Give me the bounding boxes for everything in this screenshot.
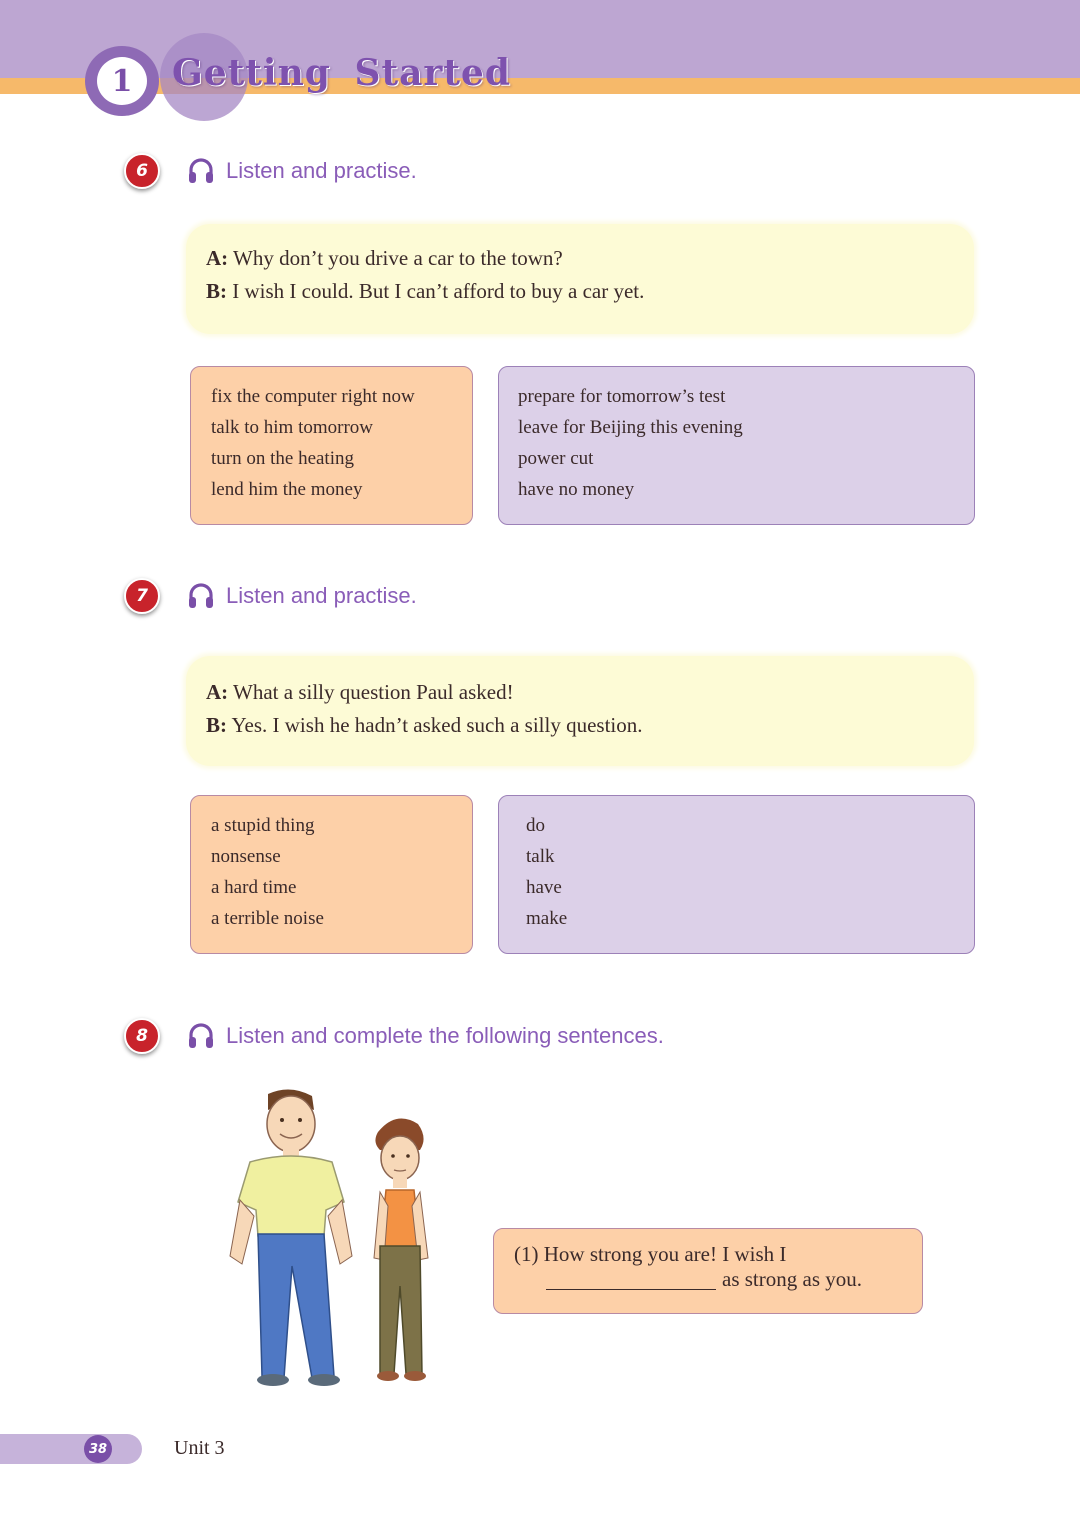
unit-badge [85, 46, 159, 116]
speaker-label: B: [206, 279, 227, 303]
boy-figure [374, 1119, 428, 1381]
substitution-box-right [498, 795, 975, 954]
dialog-text: I wish I could. But I can’t afford to buy a car yet. [227, 279, 645, 303]
dialog-box [186, 224, 974, 334]
list-item: have [526, 877, 562, 898]
dialog-line [206, 279, 644, 304]
section-7-heading [124, 579, 417, 613]
substitution-box-left [190, 366, 473, 525]
list-item: do [526, 815, 545, 836]
headphones-icon[interactable] [186, 581, 216, 611]
list-item: fix the computer right now [211, 386, 415, 407]
answer-blank[interactable] [546, 1289, 716, 1290]
list-item: a terrible noise [211, 908, 324, 929]
section-8-heading [124, 1019, 664, 1053]
list-item: lend him the money [211, 479, 363, 500]
list-item: a stupid thing [211, 815, 315, 836]
completion-box [493, 1228, 923, 1314]
list-item: make [526, 908, 568, 929]
section-number: 6 [124, 153, 160, 189]
speaker-label: A: [206, 246, 229, 270]
dialog-line [206, 246, 563, 271]
list-item: prepare for tomorrow’s test [518, 386, 726, 407]
list-item: talk [526, 846, 555, 867]
dialog-text: Yes. I wish he hadn’t asked such a silly question. [227, 713, 643, 737]
list-item: power cut [518, 448, 594, 469]
page-number: 38 [84, 1435, 112, 1463]
page-title: Getting Started [172, 52, 512, 94]
dialog-line [206, 680, 514, 705]
list-item: turn on the heating [211, 448, 354, 469]
unit-label: Unit 3 [174, 1437, 225, 1459]
exercise-line-1: (1) How strong you are! I wish I [514, 1242, 787, 1266]
man-figure [230, 1089, 352, 1386]
section-instruction: Listen and practise. [226, 583, 417, 608]
speaker-label: B: [206, 713, 227, 737]
exercise-line-2: as strong as you. [722, 1267, 862, 1291]
substitution-box-left [190, 795, 473, 954]
section-6-heading [124, 154, 417, 188]
dialog-text: Why don’t you drive a car to the town? [228, 246, 563, 270]
list-item: nonsense [211, 846, 281, 867]
list-item: a hard time [211, 877, 297, 898]
section-number: 8 [124, 1018, 160, 1054]
headphones-icon[interactable] [186, 1021, 216, 1051]
dialog-box [186, 656, 974, 766]
headphones-icon[interactable] [186, 156, 216, 186]
section-number: 7 [124, 578, 160, 614]
section-instruction: Listen and practise. [226, 158, 417, 183]
unit-number: 1 [97, 57, 147, 105]
section-instruction: Listen and complete the following sentences. [226, 1023, 664, 1048]
list-item: talk to him tomorrow [211, 417, 374, 438]
list-item: leave for Beijing this evening [518, 417, 743, 438]
dialog-line [206, 713, 643, 738]
list-item: have no money [518, 479, 635, 500]
illustration-man-and-boy [228, 1086, 468, 1386]
dialog-text: What a silly question Paul asked! [228, 680, 514, 704]
footer-bar [0, 1434, 142, 1464]
substitution-box-right [498, 366, 975, 525]
speaker-label: A: [206, 680, 229, 704]
